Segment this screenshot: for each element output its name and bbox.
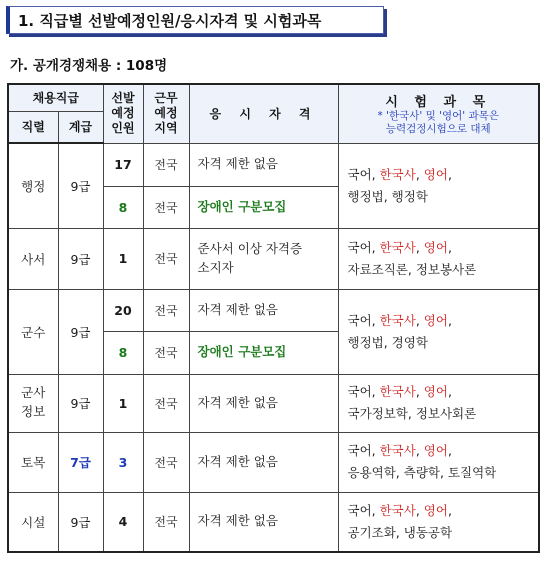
subjects-cell: 국어, 한국사, 영어, 행정법, 행정학 [338,143,539,228]
count-cell: 20 [103,289,143,331]
region-cell: 전국 [143,186,189,228]
region-cell: 전국 [143,492,189,552]
job-cell: 사서 [8,228,58,289]
header-region: 근무 예정 지역 [143,84,189,143]
grade-cell: 9급 [58,143,103,228]
subjects-cell: 국어, 한국사, 영어, 국가정보학, 정보사회론 [338,374,539,432]
grade-cell: 9급 [58,228,103,289]
region-cell: 전국 [143,374,189,432]
header-grade: 계급 [58,111,103,143]
section-title-text: 1. 직급별 선발예정인원/응시자격 및 시험과목 [18,11,322,30]
qualification-cell: 장애인 구분모집 [189,186,338,228]
count-cell: 1 [103,228,143,289]
subjects-cell: 국어, 한국사, 영어, 공기조화, 냉동공학 [338,492,539,552]
qualification-cell: 자격 제한 없음 [189,374,338,432]
qualification-cell: 자격 제한 없음 [189,289,338,331]
subjects-note: * '한국사' 및 '영어' 과목은 [377,109,499,122]
job-cell: 행정 [8,143,58,228]
subjects-cell: 국어, 한국사, 영어, 행정법, 경영학 [338,289,539,374]
recruitment-table [7,83,540,553]
grade-cell: 9급 [58,492,103,552]
header-count: 선발 예정 인원 [103,84,143,143]
region-cell: 전국 [143,331,189,374]
subjects-cell: 국어, 한국사, 영어, 자료조직론, 정보봉사론 [338,228,539,289]
count-cell: 8 [103,331,143,374]
qualification-cell: 장애인 구분모집 [189,331,338,374]
grade-cell: 9급 [58,289,103,374]
count-cell: 17 [103,143,143,186]
section-title [6,6,384,34]
region-cell: 전국 [143,143,189,186]
header-subjects: 시 험 과 목 * '한국사' 및 '영어' 과목은 능력검정시험으로 대체 [338,84,539,143]
table-row [8,228,539,289]
subjects-cell: 국어, 한국사, 영어, 응용역학, 측량학, 토질역학 [338,432,539,492]
region-cell: 전국 [143,228,189,289]
qualification-cell: 자격 제한 없음 [189,143,338,186]
header-job: 직렬 [8,111,58,143]
table-row [8,143,539,186]
table-row [8,492,539,552]
header-qualification: 응 시 자 격 [189,84,338,143]
table-row [8,374,539,432]
job-cell: 시설 [8,492,58,552]
grade-cell: 9급 [58,374,103,432]
qualification-cell: 자격 제한 없음 [189,492,338,552]
qualification-cell: 자격 제한 없음 [189,432,338,492]
count-cell: 3 [103,432,143,492]
header-recruit-grade: 채용직급 [8,84,103,111]
count-cell: 8 [103,186,143,228]
region-cell: 전국 [143,289,189,331]
job-cell: 토목 [8,432,58,492]
job-cell: 군사 정보 [8,374,58,432]
qualification-cell: 준사서 이상 자격증 소지자 [189,228,338,289]
region-cell: 전국 [143,432,189,492]
table-row [8,432,539,492]
job-cell: 군수 [8,289,58,374]
table-row [8,289,539,331]
count-cell: 4 [103,492,143,552]
count-cell: 1 [103,374,143,432]
section-subtitle: 가. 공개경쟁채용 : 108명 [10,58,168,74]
grade-cell: 7급 [58,432,103,492]
